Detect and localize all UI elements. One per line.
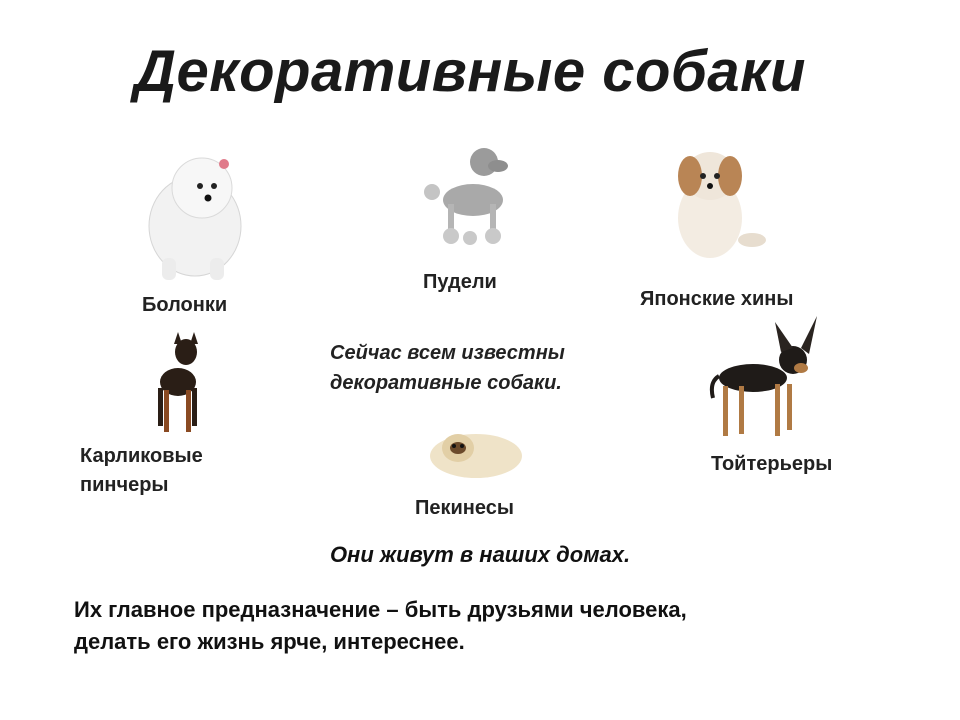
maltese-dog-icon — [140, 146, 250, 286]
poodle-dog-icon — [418, 140, 518, 250]
japanese-chin-dog-icon — [662, 140, 772, 265]
breed-label-pinchery-line1: Карликовые — [80, 445, 203, 467]
center-note-line1: Сейчас всем известны — [330, 342, 565, 364]
breed-label-hiny: Японские хины — [640, 288, 794, 310]
purpose-text — [74, 594, 914, 658]
breed-label-pinchery-line2: пинчеры — [80, 474, 169, 496]
breed-label-pekinesy: Пекинесы — [415, 497, 514, 519]
pekingese-dog-icon — [424, 420, 524, 482]
purpose-line2: делать его жизнь ярче, интереснее. — [74, 629, 465, 654]
breed-label-bolonki: Болонки — [142, 294, 228, 316]
breed-label-pudeli: Пудели — [423, 271, 497, 293]
slide-title: Декоративные собаки — [134, 39, 806, 104]
purpose-line1: Их главное предназначение – быть друзьями человека, — [74, 597, 687, 622]
miniature-pinscher-dog-icon — [138, 326, 218, 438]
toy-terrier-dog-icon — [705, 312, 825, 440]
center-note-line2: декоративные собаки. — [330, 372, 562, 394]
center-note — [330, 338, 630, 398]
live-text: Они живут в наших домах. — [329, 542, 631, 567]
breed-label-toiteriery: Тойтерьеры — [711, 453, 833, 475]
